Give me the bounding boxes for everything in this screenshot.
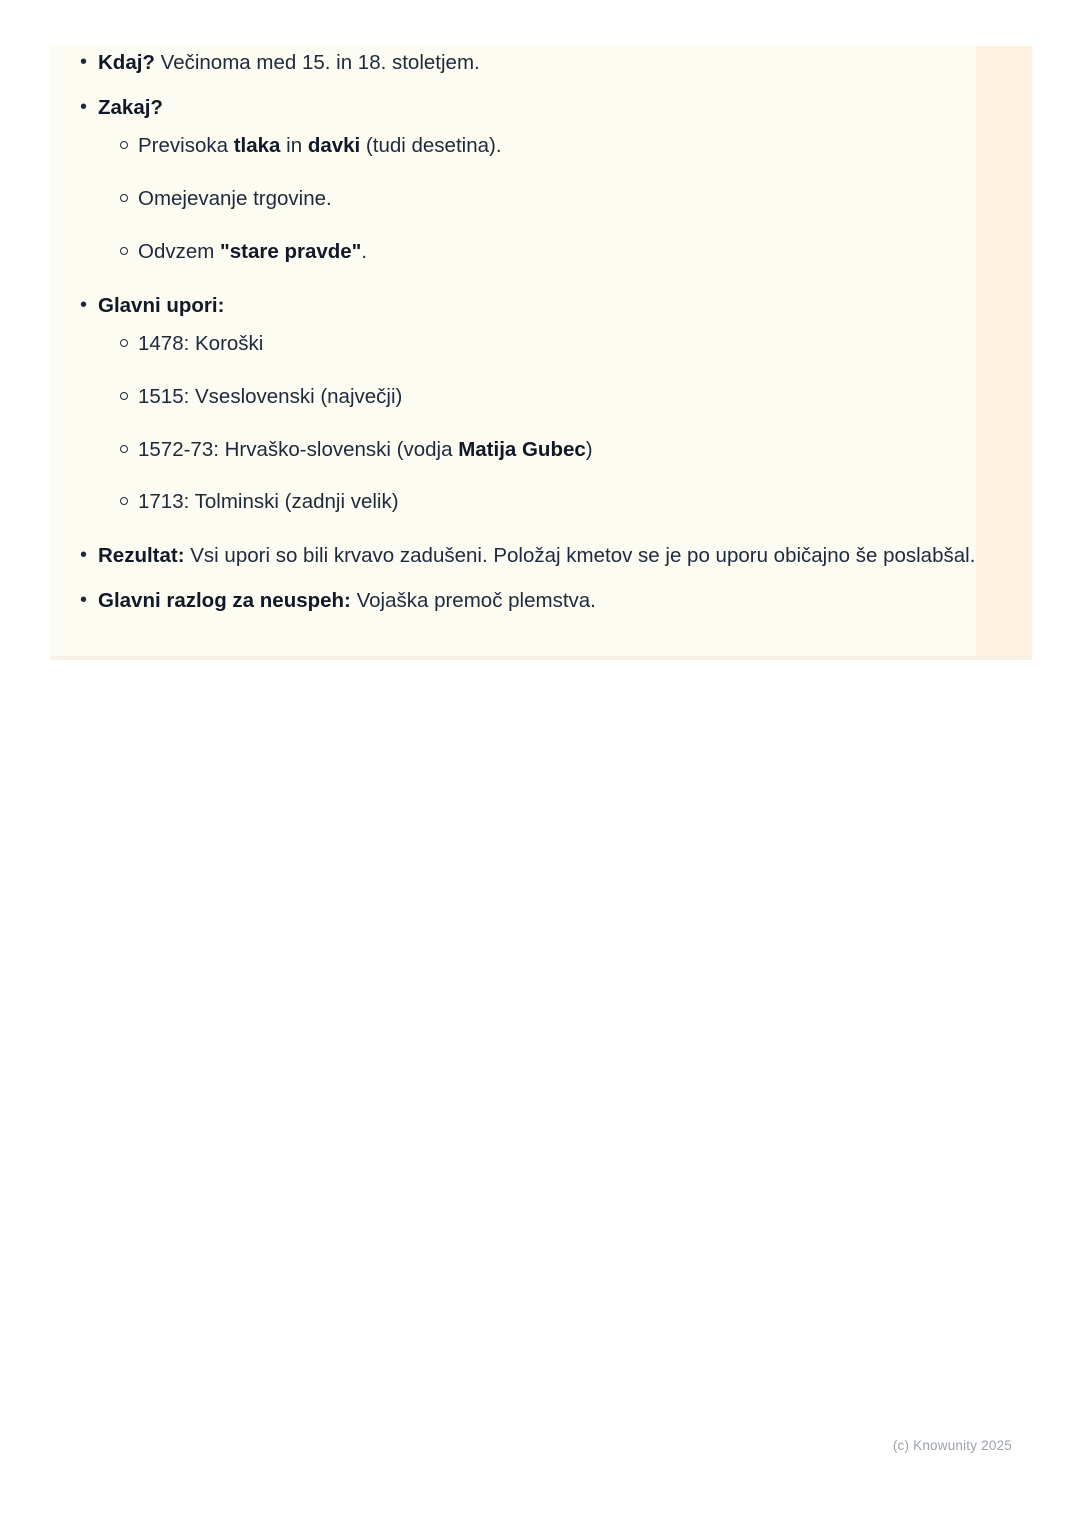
outline-subitem-text: Omejevanje trgovine. (138, 187, 332, 211)
outline-sublist-glavni-upori (98, 328, 976, 519)
bullet-icon: • (80, 589, 88, 612)
emphasis-text: tlaka (233, 134, 281, 158)
outline-item-lead: Zakaj? (98, 96, 163, 120)
note-card-bottom-edge (50, 656, 1032, 660)
outline-item-text (98, 96, 163, 119)
circle-bullet-icon (120, 194, 128, 202)
circle-bullet-icon (120, 141, 128, 149)
outline-subitem-upor-1572 (98, 434, 976, 467)
outline-list (50, 46, 976, 618)
outline-subitem-text: 1713: Tolminski (zadnji velik) (138, 490, 399, 514)
outline-subitem-text: Odvzem "stare pravde". (138, 240, 368, 263)
emphasis-text: davki (307, 134, 361, 158)
outline-item-lead: Glavni upori: (98, 293, 225, 317)
outline-item-text: Kdaj? Večinoma med 15. in 18. stoletjem. (98, 51, 480, 74)
circle-bullet-icon (120, 445, 128, 453)
circle-bullet-icon (120, 392, 128, 400)
outline-item-text (98, 294, 224, 317)
outline-item-text: Glavni razlog za neuspeh: Vojaška premoč plemstva. (98, 589, 596, 613)
outline-subitem-text: 1515: Vseslovenski (največji) (138, 384, 403, 408)
outline-item-neuspeh (50, 584, 976, 617)
outline-subitem-upor-1713 (98, 486, 976, 519)
outline-subitem-zakaj-1 (98, 130, 976, 163)
footer-credit: (c) Knowunity 2025 (892, 1438, 1012, 1453)
outline-subitem-upor-1478 (98, 328, 976, 361)
emphasis-text: Matija Gubec (458, 437, 586, 461)
bullet-icon: • (80, 96, 88, 119)
outline-item-kdaj (50, 46, 976, 79)
outline-item-rezultat (50, 539, 976, 572)
note-content (50, 46, 976, 630)
outline-sublist-zakaj (98, 130, 976, 268)
outline-item-zakaj (50, 91, 976, 269)
outline-item-glavni-upori (50, 289, 976, 519)
outline-item-lead: Glavni razlog za neuspeh: (98, 589, 351, 613)
circle-bullet-icon (120, 247, 128, 255)
outline-item-text: Rezultat: Vsi upori so bili krvavo zadušeni. Položaj kmetov se je po uporu običajno še poslabšal. (98, 544, 976, 568)
outline-item-lead: Kdaj? (98, 51, 155, 74)
outline-subitem-upor-1515 (98, 381, 976, 414)
emphasis-text: "stare pravde" (220, 240, 362, 263)
bullet-icon: • (80, 544, 88, 567)
note-card-accent-stripe (976, 46, 1032, 658)
outline-item-lead: Rezultat: (98, 544, 185, 568)
circle-bullet-icon (120, 497, 128, 505)
outline-subitem-text: 1572-73: Hrvaško-slovenski (vodja Matija Gubec) (138, 437, 593, 461)
outline-subitem-text: Previsoka tlaka in davki (tudi desetina). (138, 134, 502, 158)
outline-subitem-zakaj-2 (98, 183, 976, 216)
circle-bullet-icon (120, 339, 128, 347)
outline-subitem-zakaj-3 (98, 236, 976, 269)
outline-subitem-text: 1478: Koroški (138, 332, 264, 355)
bullet-icon: • (80, 293, 88, 316)
bullet-icon: • (80, 51, 88, 73)
